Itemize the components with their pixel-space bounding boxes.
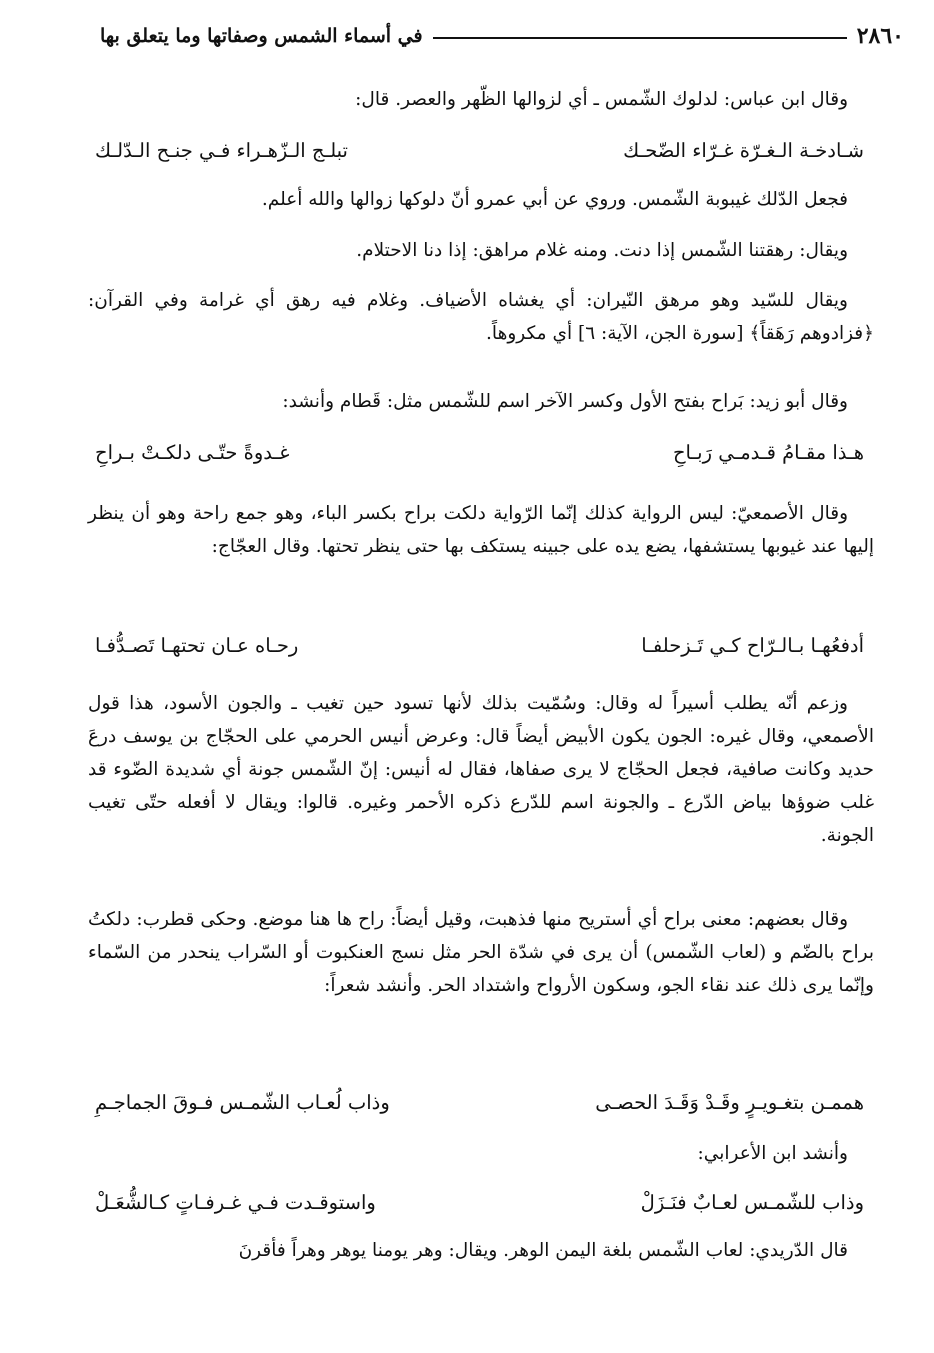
header-rule	[433, 37, 847, 39]
paragraph: ويقال: رهقتنا الشّمس إذا دنت. ومنه غلام مراهق: إذا دنا الاحتلام.	[356, 240, 848, 261]
verse-line	[95, 432, 864, 472]
paragraph: فجعل الدّلك غيبوبة الشّمس. وروي عن أبي عمرو أنّ دلوكها زوالها والله أعلم.	[261, 189, 848, 210]
verse-line	[95, 1182, 864, 1222]
paragraph: ويقال للسّيد وهو مرهق النّيران: أي يغشاه الأضياف. وغلام فيه رهق أي غرامة وفي القرآن: ﴿فزادوهم رَهَقاً﴾ [سورة الجن، الآية: ٦] أي مكروهاً.	[88, 290, 874, 344]
verse-first-hemistich: أدفعُهـا بـالـرّاح كـي تَـزحلفـا	[641, 633, 864, 657]
verse-first-hemistich: شـادخـة الـغـرّة غـرّاء الضّحـك	[623, 138, 864, 162]
verse-second-hemistich: غـدوةً حتّـى دلكـتْ بـراحِ	[95, 440, 290, 464]
verse-first-hemistich: وذاب للشّمـس لعـابٌ فنَـزَلْ	[640, 1190, 864, 1214]
verse-first-hemistich: هـذا مقـامُ قـدمـي رَبـاحِ	[672, 440, 864, 464]
paragraph: وزعم أنّه يطلب أسيراً له وقال: وسُمّيت بذلك لأنها تسود حين تغيب ـ والجون الأسود، هذا قول الأصمعي، وقال غيره: الجون يكون الأبيض أيضاً قال: وعرض أنيس الحرمي على الحجّاج بن يوسف درعَ حديد وكانت صافية، فجعل الحجّاج لا يرى صفاها، فقال له أنيس: إنّ الشّمس جونة أي شديدة الضّوء قد غلب ضوؤها بياض الدّرع ـ والجونة اسم للدّرع ذكره الأحمر وغيره. قالوا: ويقال لا أفعله حتّى تغيب الجونة.	[88, 693, 874, 846]
paragraph: وقال أبو زيد: بَراح بفتح الأول وكسر الآخر اسم للشّمس مثل: قَطام وأنشد:	[282, 391, 848, 412]
paragraph: وقال بعضهم: معنى براح أي أستريح منها فذهبت، وقيل أيضاً: راح ها هنا موضع. وحكى قطرب: دلكتُ براح بالضّم و (لعاب الشّمس) أن يرى في شدّة الحر مثل نسج العنكبوت أو السّراب ينحدر من السّماء وإنّما يرى ذلك عند نقاء الجو، وسكون الأرواح واشتداد الحر. وأنشد شعراً:	[88, 909, 874, 996]
paragraph: وقال ابن عباس: لدلوك الشّمس ـ أي لزوالها الظّهر والعصر. قال:	[355, 89, 848, 110]
verse-second-hemistich: وذاب لُعـاب الشّمـس فـوقَ الجماجـمِ	[95, 1090, 390, 1114]
verse-second-hemistich: رحـاه عـان تحتهـا تَصـدُّفـا	[95, 633, 299, 657]
page-number: ٢٨٦٠	[856, 23, 904, 49]
paragraph: وأنشد ابن الأعرابي:	[697, 1143, 848, 1164]
verse-line	[95, 1082, 864, 1122]
verse-line	[95, 130, 864, 170]
running-header	[100, 14, 904, 58]
verse-second-hemistich: تبلـج الـزّهـراء فـي جنـح الـدّلـك	[95, 138, 348, 162]
verse-first-hemistich: هممـن بتغـويـرٍ وقَـدْ وَقَـدَ الحصـى	[595, 1090, 864, 1114]
verse-second-hemistich: واستوقـدت فـي غـرفـاتٍ كـالشُّعَـلْ	[95, 1190, 376, 1214]
verse-line	[95, 625, 864, 665]
paragraph: قال الدّريدي: لعاب الشّمس بلغة اليمن الوهر. ويقال: وهر يومنا يوهر وهراً فأقرنَ	[238, 1240, 848, 1261]
paragraph: وقال الأصمعيّ: ليس الرواية كذلك إنّما الرّواية دلكت براح بكسر الباء، وهو جمع راحة وهو أن ينظر إليها عند غيوبها يستشفها، يضع يده على جبينه يستكف بها حتى ينظر تحتها. وقال العجّاج:	[88, 503, 874, 557]
running-title: في أسماء الشمس وصفاتها وما يتعلق بها	[100, 25, 423, 47]
